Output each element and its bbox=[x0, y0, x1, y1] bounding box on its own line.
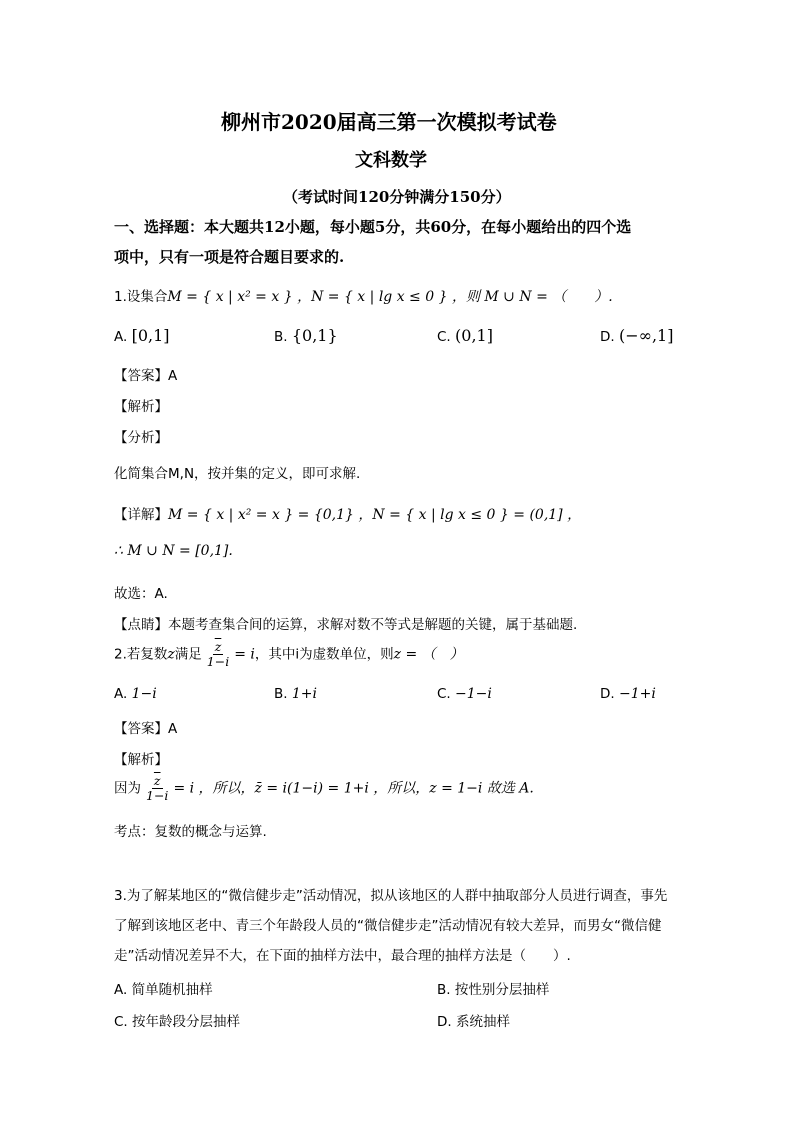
option-math: 1+i bbox=[291, 686, 317, 702]
option-text: 系统抽样 bbox=[455, 1014, 510, 1030]
q1-detail-label: 【详解】 bbox=[114, 507, 168, 523]
section-heading-line2: 项中，只有一项是符合题目要求的. bbox=[114, 248, 345, 266]
q1-therefore: ∴ M ∪ N = [0,1]. bbox=[114, 543, 233, 559]
q1-option-d bbox=[600, 326, 673, 345]
q1-fenxi-label: 【分析】 bbox=[114, 430, 168, 446]
option-label: A. bbox=[114, 329, 128, 345]
option-text: 简单随机抽样 bbox=[131, 982, 213, 998]
option-text: 按性别分层抽样 bbox=[454, 982, 550, 998]
q2-solution-fraction bbox=[144, 774, 170, 803]
q1-detail bbox=[114, 503, 581, 524]
q2-stem-end: z = （ ） bbox=[393, 646, 464, 663]
q2-analysis-label: 【解析】 bbox=[114, 752, 168, 768]
option-math: −1−i bbox=[455, 686, 492, 702]
q2-option-c bbox=[437, 686, 492, 702]
q2-option-d bbox=[600, 686, 656, 702]
q1-choose: 故选：A. bbox=[114, 586, 168, 602]
q2-solution bbox=[114, 774, 534, 803]
q2-stem-prefix: 2.若复数 bbox=[114, 646, 168, 663]
q2-stem-var: z bbox=[167, 646, 175, 663]
q1-option-c bbox=[437, 326, 493, 345]
option-label: D. bbox=[437, 1014, 452, 1030]
option-math: [0,1] bbox=[131, 326, 170, 345]
option-label: B. bbox=[437, 982, 451, 998]
time-note: （考试时间120分钟满分150分） bbox=[283, 188, 511, 206]
q2-option-a bbox=[114, 686, 157, 702]
page-title: 柳州市2020届高三第一次模拟考试卷 bbox=[221, 110, 557, 134]
option-math: 1−i bbox=[131, 686, 157, 702]
q1-analysis-label: 【解析】 bbox=[114, 399, 168, 415]
q2-stem bbox=[114, 640, 464, 669]
q2-solution-math: = i ，所以，z̄ = i(1−i) = 1+i ，所以，z = 1−i 故选 A. bbox=[173, 780, 534, 797]
q2-stem-eq: = i bbox=[234, 646, 255, 663]
section-heading-line1: 一、选择题：本大题共12小题，每小题5分，共60分，在每小题给出的四个选 bbox=[114, 218, 632, 236]
q1-stem-math: M = { x | x² = x } ，N = { x | lg x ≤ 0 } ，则 M ∪ N = （ ）. bbox=[167, 289, 613, 305]
q2-fraction bbox=[205, 640, 231, 669]
q3-option-a bbox=[114, 978, 213, 998]
subject-title: 文科数学 bbox=[355, 150, 427, 171]
fraction-denominator: 1−i bbox=[206, 654, 230, 669]
fraction-numerator: $\overline{z}$ bbox=[153, 773, 161, 788]
q2-kaodian: 考点：复数的概念与运算. bbox=[114, 824, 267, 840]
q1-fenxi-text: 化简集合M,N，按并集的定义，即可求解. bbox=[114, 466, 361, 482]
q1-answer: 【答案】A bbox=[114, 368, 178, 384]
q1-option-b bbox=[274, 326, 338, 345]
q2-because: 因为 bbox=[114, 780, 141, 797]
q1-stem bbox=[114, 285, 613, 306]
option-label: C. bbox=[437, 329, 451, 345]
option-math: {0,1} bbox=[291, 326, 338, 345]
q1-option-a bbox=[114, 326, 170, 345]
option-label: C. bbox=[437, 686, 451, 702]
option-math: −1+i bbox=[618, 686, 656, 702]
q2-answer: 【答案】A bbox=[114, 721, 178, 737]
q3-stem-line2: 了解到该地区老中、青三个年龄段人员的“微信健步走”活动情况有较大差异，而男女“微信健 bbox=[114, 918, 662, 934]
q1-detail-math: M = { x | x² = x } = {0,1} ，N = { x | lg x ≤ 0 } = (0,1] ， bbox=[168, 507, 582, 523]
q3-option-b bbox=[437, 978, 549, 998]
q2-option-b bbox=[274, 686, 317, 702]
q1-comment: 【点睛】本题考查集合间的运算，求解对数不等式是解题的关键，属于基础题. bbox=[114, 617, 578, 633]
q3-option-d bbox=[437, 1010, 510, 1030]
q2-stem-mid: 满足 bbox=[174, 646, 202, 663]
option-label: D. bbox=[600, 329, 615, 345]
q3-stem-line3: 走”活动情况差异不大，在下面的抽样方法中，最合理的抽样方法是（ ）. bbox=[114, 948, 571, 964]
option-label: C. bbox=[114, 1014, 128, 1030]
option-label: A. bbox=[114, 982, 128, 998]
option-label: A. bbox=[114, 686, 128, 702]
option-label: B. bbox=[274, 686, 288, 702]
option-text: 按年龄段分层抽样 bbox=[132, 1014, 241, 1030]
q2-stem-suffix: ，其中i为虚数单位，则 bbox=[254, 646, 394, 663]
option-label: D. bbox=[600, 686, 615, 702]
q3-option-c bbox=[114, 1010, 240, 1030]
fraction-denominator: 1−i bbox=[146, 788, 169, 803]
option-math: (0,1] bbox=[455, 326, 493, 345]
q1-stem-prefix: 1.设集合 bbox=[114, 289, 168, 305]
option-label: B. bbox=[274, 329, 288, 345]
q3-stem-line1: 3.为了解某地区的“微信健步走”活动情况，拟从该地区的人群中抽取部分人员进行调查，事先 bbox=[114, 888, 668, 904]
fraction-numerator: $\overline{z}$ bbox=[214, 639, 222, 654]
option-math: (−∞,1] bbox=[618, 326, 674, 345]
